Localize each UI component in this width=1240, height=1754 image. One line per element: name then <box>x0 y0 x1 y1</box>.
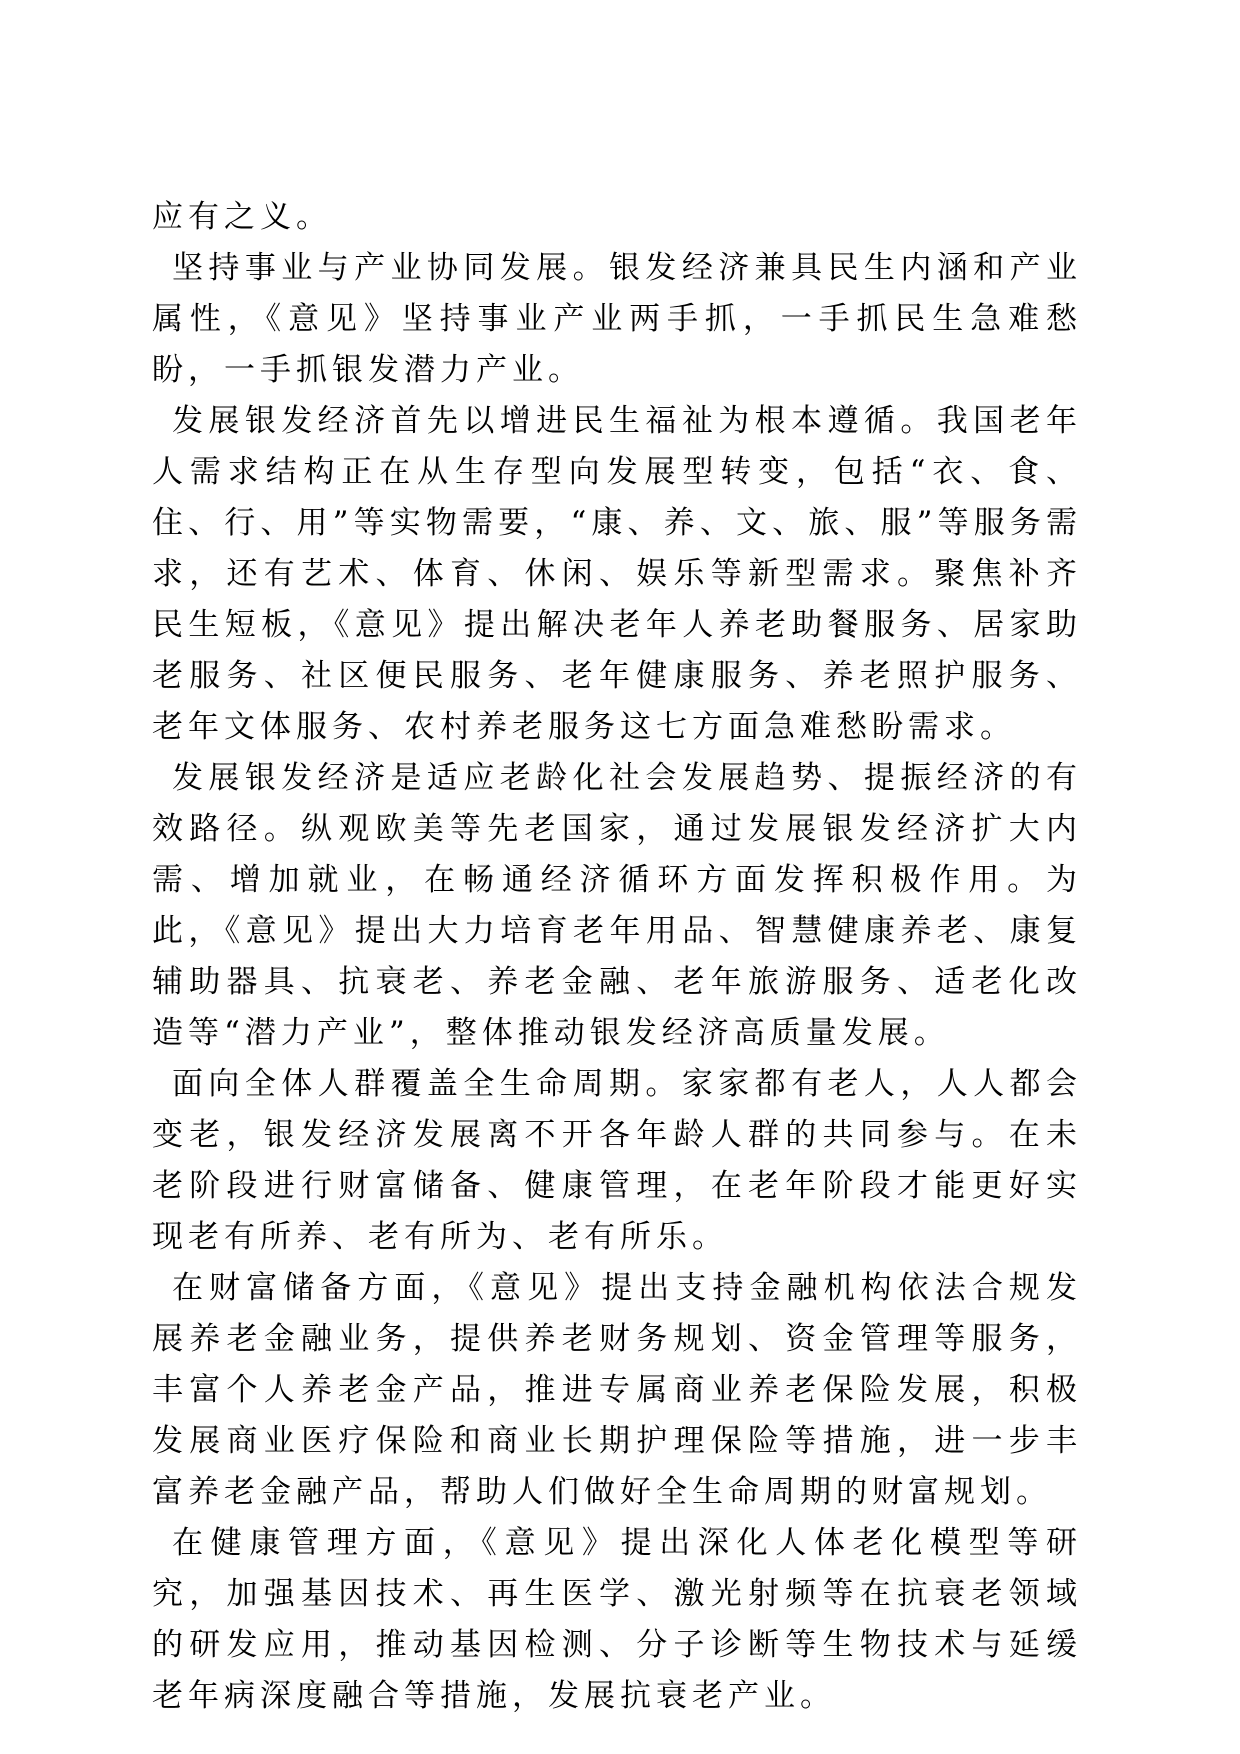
paragraph-wealth-reserve: 在财富储备方面，《意见》提出支持金融机构依法合规发展养老金融业务，提供养老财务规划、资金管理等服务，丰富个人养老金产品，推进专属商业养老保险发展，积极发展商业医疗保险和商业长期护理保险等措施，进一步丰富养老金融产品，帮助人们做好全生命周期的财富规划。 <box>152 1270 1082 1510</box>
paragraph-health-management: 在健康管理方面，《意见》提出深化人体老化模型等研究，加强基因技术、再生医学、激光射频等在抗衰老领域的研发应用，推动基因检测、分子诊断等生物技术与延缓老年病深度融合等措施，发展抗衰老产业。 <box>152 1525 1082 1714</box>
paragraph-livelihood-welfare: 发展银发经济首先以增进民生福祉为根本遵循。我国老年人需求结构正在从生存型向发展型转变，包括“衣、食、住、行、用”等实物需要，“康、养、文、旅、服”等服务需求，还有艺术、体育、休闲、娱乐等新型需求。聚焦补齐民生短板，《意见》提出解决老年人养老助餐服务、居家助老服务、社区便民服务、老年健康服务、养老照护服务、老年文体服务、农村养老服务这七方面急难愁盼需求。 <box>152 403 1082 745</box>
paragraph-coordinated-development: 坚持事业与产业协同发展。银发经济兼具民生内涵和产业属性，《意见》坚持事业产业两手抓，一手抓民生急难愁盼，一手抓银发潜力产业。 <box>152 250 1082 388</box>
paragraph-full-life-cycle: 面向全体人群覆盖全生命周期。家家都有老人，人人都会变老，银发经济发展离不开各年龄人群的共同参与。在未老阶段进行财富储备、健康管理，在老年阶段才能更好实现老有所养、老有所为、老有所乐。 <box>152 1066 1082 1255</box>
paragraph-economic-path: 发展银发经济是适应老龄化社会发展趋势、提振经济的有效路径。纵观欧美等先老国家，通过发展银发经济扩大内需、增加就业，在畅通经济循环方面发挥积极作用。为此，《意见》提出大力培育老年用品、智慧健康养老、康复辅助器具、抗衰老、养老金融、老年旅游服务、适老化改造等“潜力产业”，整体推动银发经济高质量发展。 <box>152 760 1082 1051</box>
document-body <box>152 192 1082 1722</box>
paragraph-continuation: 应有之义。 <box>152 199 332 235</box>
